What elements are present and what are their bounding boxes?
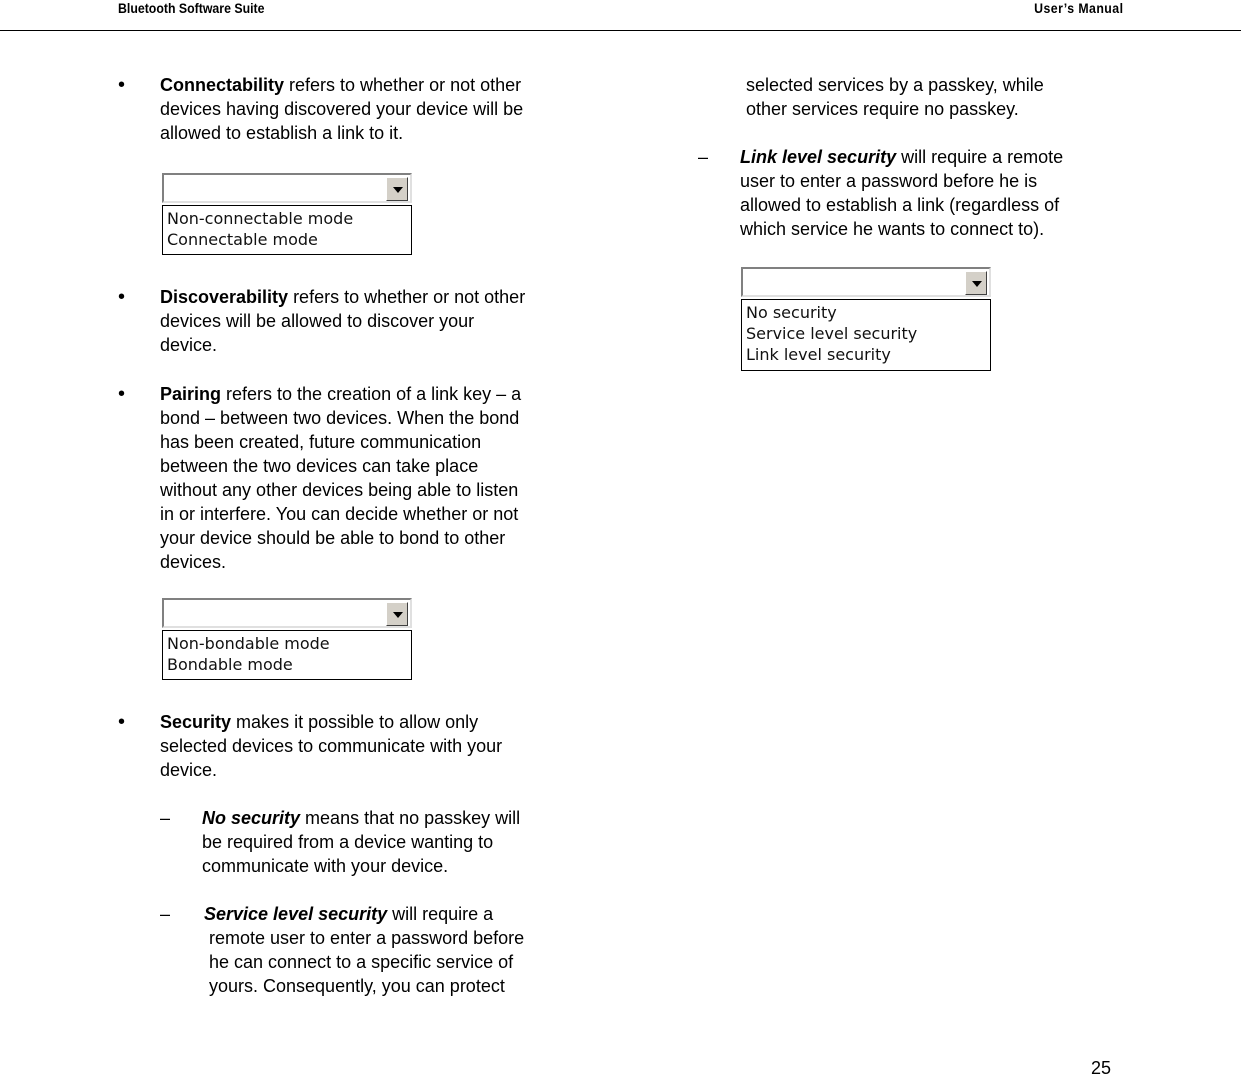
paragraph-security: Security makes it possible to allow only selected devices to communicate with your device.	[160, 712, 503, 780]
header-manual-label: User’s Manual	[1033, 0, 1123, 16]
term-service-level-security: Service level security	[204, 904, 388, 924]
option-service-level-security[interactable]: Service level security	[746, 324, 918, 343]
dash-link-level: –	[698, 147, 709, 167]
term-security: Security	[160, 712, 232, 732]
paragraph-service-level: Service level security will require a remote user to enter a password before he can connect to a specific service of yours. Consequently, you can protect	[204, 904, 525, 996]
option-non-connectable[interactable]: Non-connectable mode	[167, 209, 354, 228]
paragraph-service-level-continued: selected services by a passkey, while other services require no passkey.	[746, 75, 1044, 119]
term-no-security: No security	[202, 808, 301, 828]
paragraph-discoverability: Discoverability refers to whether or not other devices will be allowed to discover your device.	[160, 287, 526, 355]
security-level-dropdown[interactable]	[741, 267, 993, 373]
term-pairing: Pairing	[160, 384, 222, 404]
bullet-connectability: •	[118, 74, 126, 96]
term-link-level-security: Link level security	[740, 147, 897, 167]
option-no-security[interactable]: No security	[746, 303, 837, 322]
page-header	[0, 0, 1241, 31]
option-non-bondable[interactable]: Non-bondable mode	[167, 634, 330, 653]
dropdown-field[interactable]	[162, 598, 412, 628]
header-title: Bluetooth Software Suite	[118, 0, 265, 16]
option-link-level-security[interactable]: Link level security	[746, 345, 891, 364]
option-connectable[interactable]: Connectable mode	[167, 230, 318, 249]
paragraph-pairing: Pairing refers to the creation of a link key – a bond – between two devices. When the bond has been created, future communication between the two devices can take place without any other devices being able to listen in or interfere. You can decide whether or not your device should be able to bond to other devices.	[160, 384, 522, 572]
chevron-down-icon[interactable]	[386, 177, 408, 201]
bullet-security: •	[118, 711, 126, 733]
chevron-down-icon[interactable]	[386, 602, 408, 626]
bullet-pairing: •	[118, 383, 126, 405]
term-connectability: Connectability	[160, 75, 285, 95]
option-bondable[interactable]: Bondable mode	[167, 655, 293, 674]
dash-service-level: –	[160, 904, 171, 924]
term-discoverability: Discoverability	[160, 287, 289, 307]
dropdown-options-list[interactable]	[741, 299, 991, 371]
chevron-down-icon[interactable]	[965, 271, 987, 295]
paragraph-no-security: No security means that no passkey will be required from a device wanting to communicate with your device.	[202, 808, 521, 876]
bondable-mode-dropdown[interactable]	[162, 598, 414, 682]
paragraph-connectability: Connectability refers to whether or not other devices having discovered your device will be allowed to establish a link to it.	[160, 75, 524, 143]
dropdown-options-list[interactable]	[162, 630, 412, 680]
page-number: 25	[1090, 1058, 1111, 1078]
bullet-discoverability: •	[118, 286, 126, 308]
dropdown-field[interactable]	[741, 267, 991, 297]
paragraph-link-level: Link level security will require a remote user to enter a password before he is allowed to establish a link (regardless of which service he wants to connect to).	[740, 147, 1064, 239]
dropdown-field[interactable]	[162, 173, 412, 203]
connectable-mode-dropdown[interactable]	[162, 173, 414, 257]
dash-no-security: –	[160, 808, 171, 828]
dropdown-options-list[interactable]	[162, 205, 412, 255]
